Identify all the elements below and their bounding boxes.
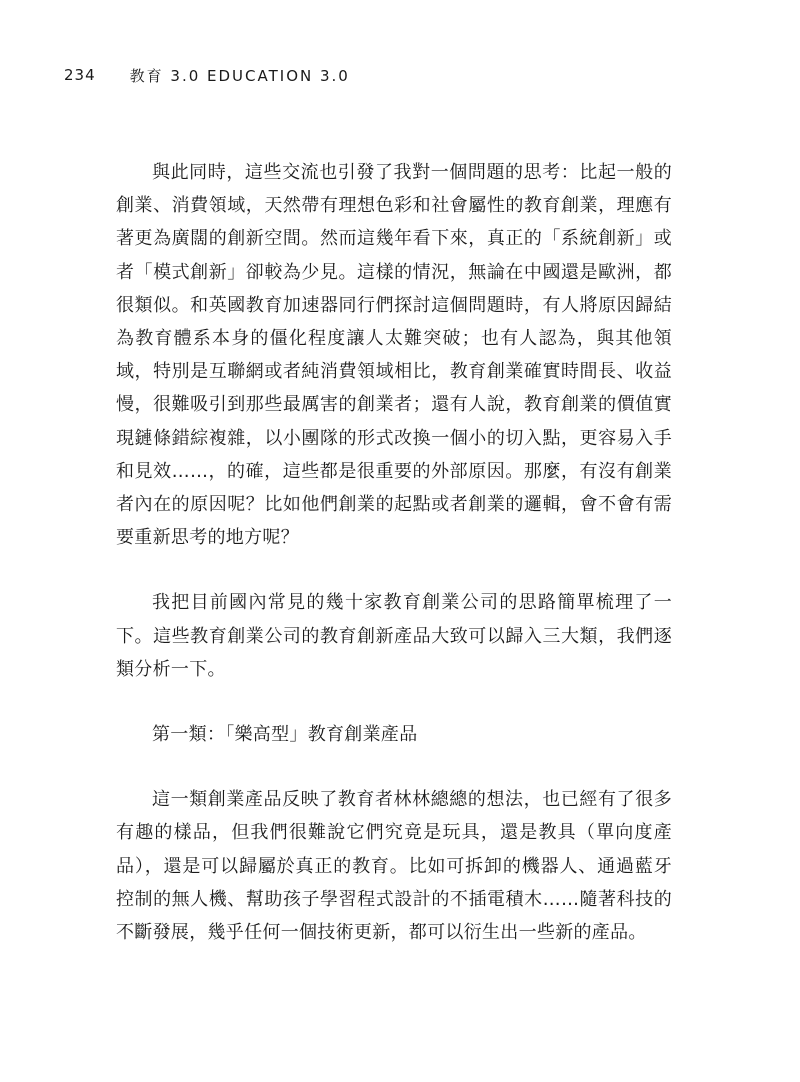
paragraph-1: 與此同時，這些交流也引發了我對一個問題的思考：比起一般的創業、消費領域，天然帶有理想色彩和社會屬性的教育創業，理應有著更為廣闊的創新空間。然而這幾年看下來，真正的「系統創新」或者「模式創新」卻較為少見。這樣的情況，無論在中國還是歐洲，都很類似。和英國教育加速器同行們探討這個問題時，有人將原因歸結為教育體系本身的僵化程度讓人太難突破；也有人認為，與其他領域，特別是互聯網或者純消費領域相比，教育創業確實時間長、收益慢，很難吸引到那些最厲害的創業者；還有人說，教育創業的價值實現鏈條錯綜複雜，以小團隊的形式改換一個小的切入點，更容易入手和見效……，的確，這些都是很重要的外部原因。那麼，有沒有創業者內在的原因呢？比如他們創業的起點或者創業的邏輯，會不會有需要重新思考的地方呢？ bbox=[116, 162, 672, 549]
book-title: 教育 3.0 EDUCATION 3.0 bbox=[129, 66, 350, 85]
section-heading: 第一類：「樂高型」教育創業產品 bbox=[152, 724, 418, 746]
paragraph-2: 我把目前國內常見的幾十家教育創業公司的思路簡單梳理了一下。這些教育創業公司的教育創新產品大致可以歸入三大類，我們逐類分析一下。 bbox=[116, 592, 672, 680]
page-number: 234 bbox=[64, 66, 96, 84]
running-header bbox=[64, 64, 350, 86]
paragraph-3: 這一類創業產品反映了教育者林林總總的想法，也已經有了很多有趣的樣品，但我們很難說它們究竟是玩具，還是教具（單向度產品），還是可以歸屬於真正的教育。比如可拆卸的機器人、通過藍牙控制的無人機、幫助孩子學習程式設計的不插電積木……隨著科技的不斷發展，幾乎任何一個技術更新，都可以衍生出一些新的產品。 bbox=[116, 789, 672, 944]
body-text bbox=[116, 156, 672, 949]
